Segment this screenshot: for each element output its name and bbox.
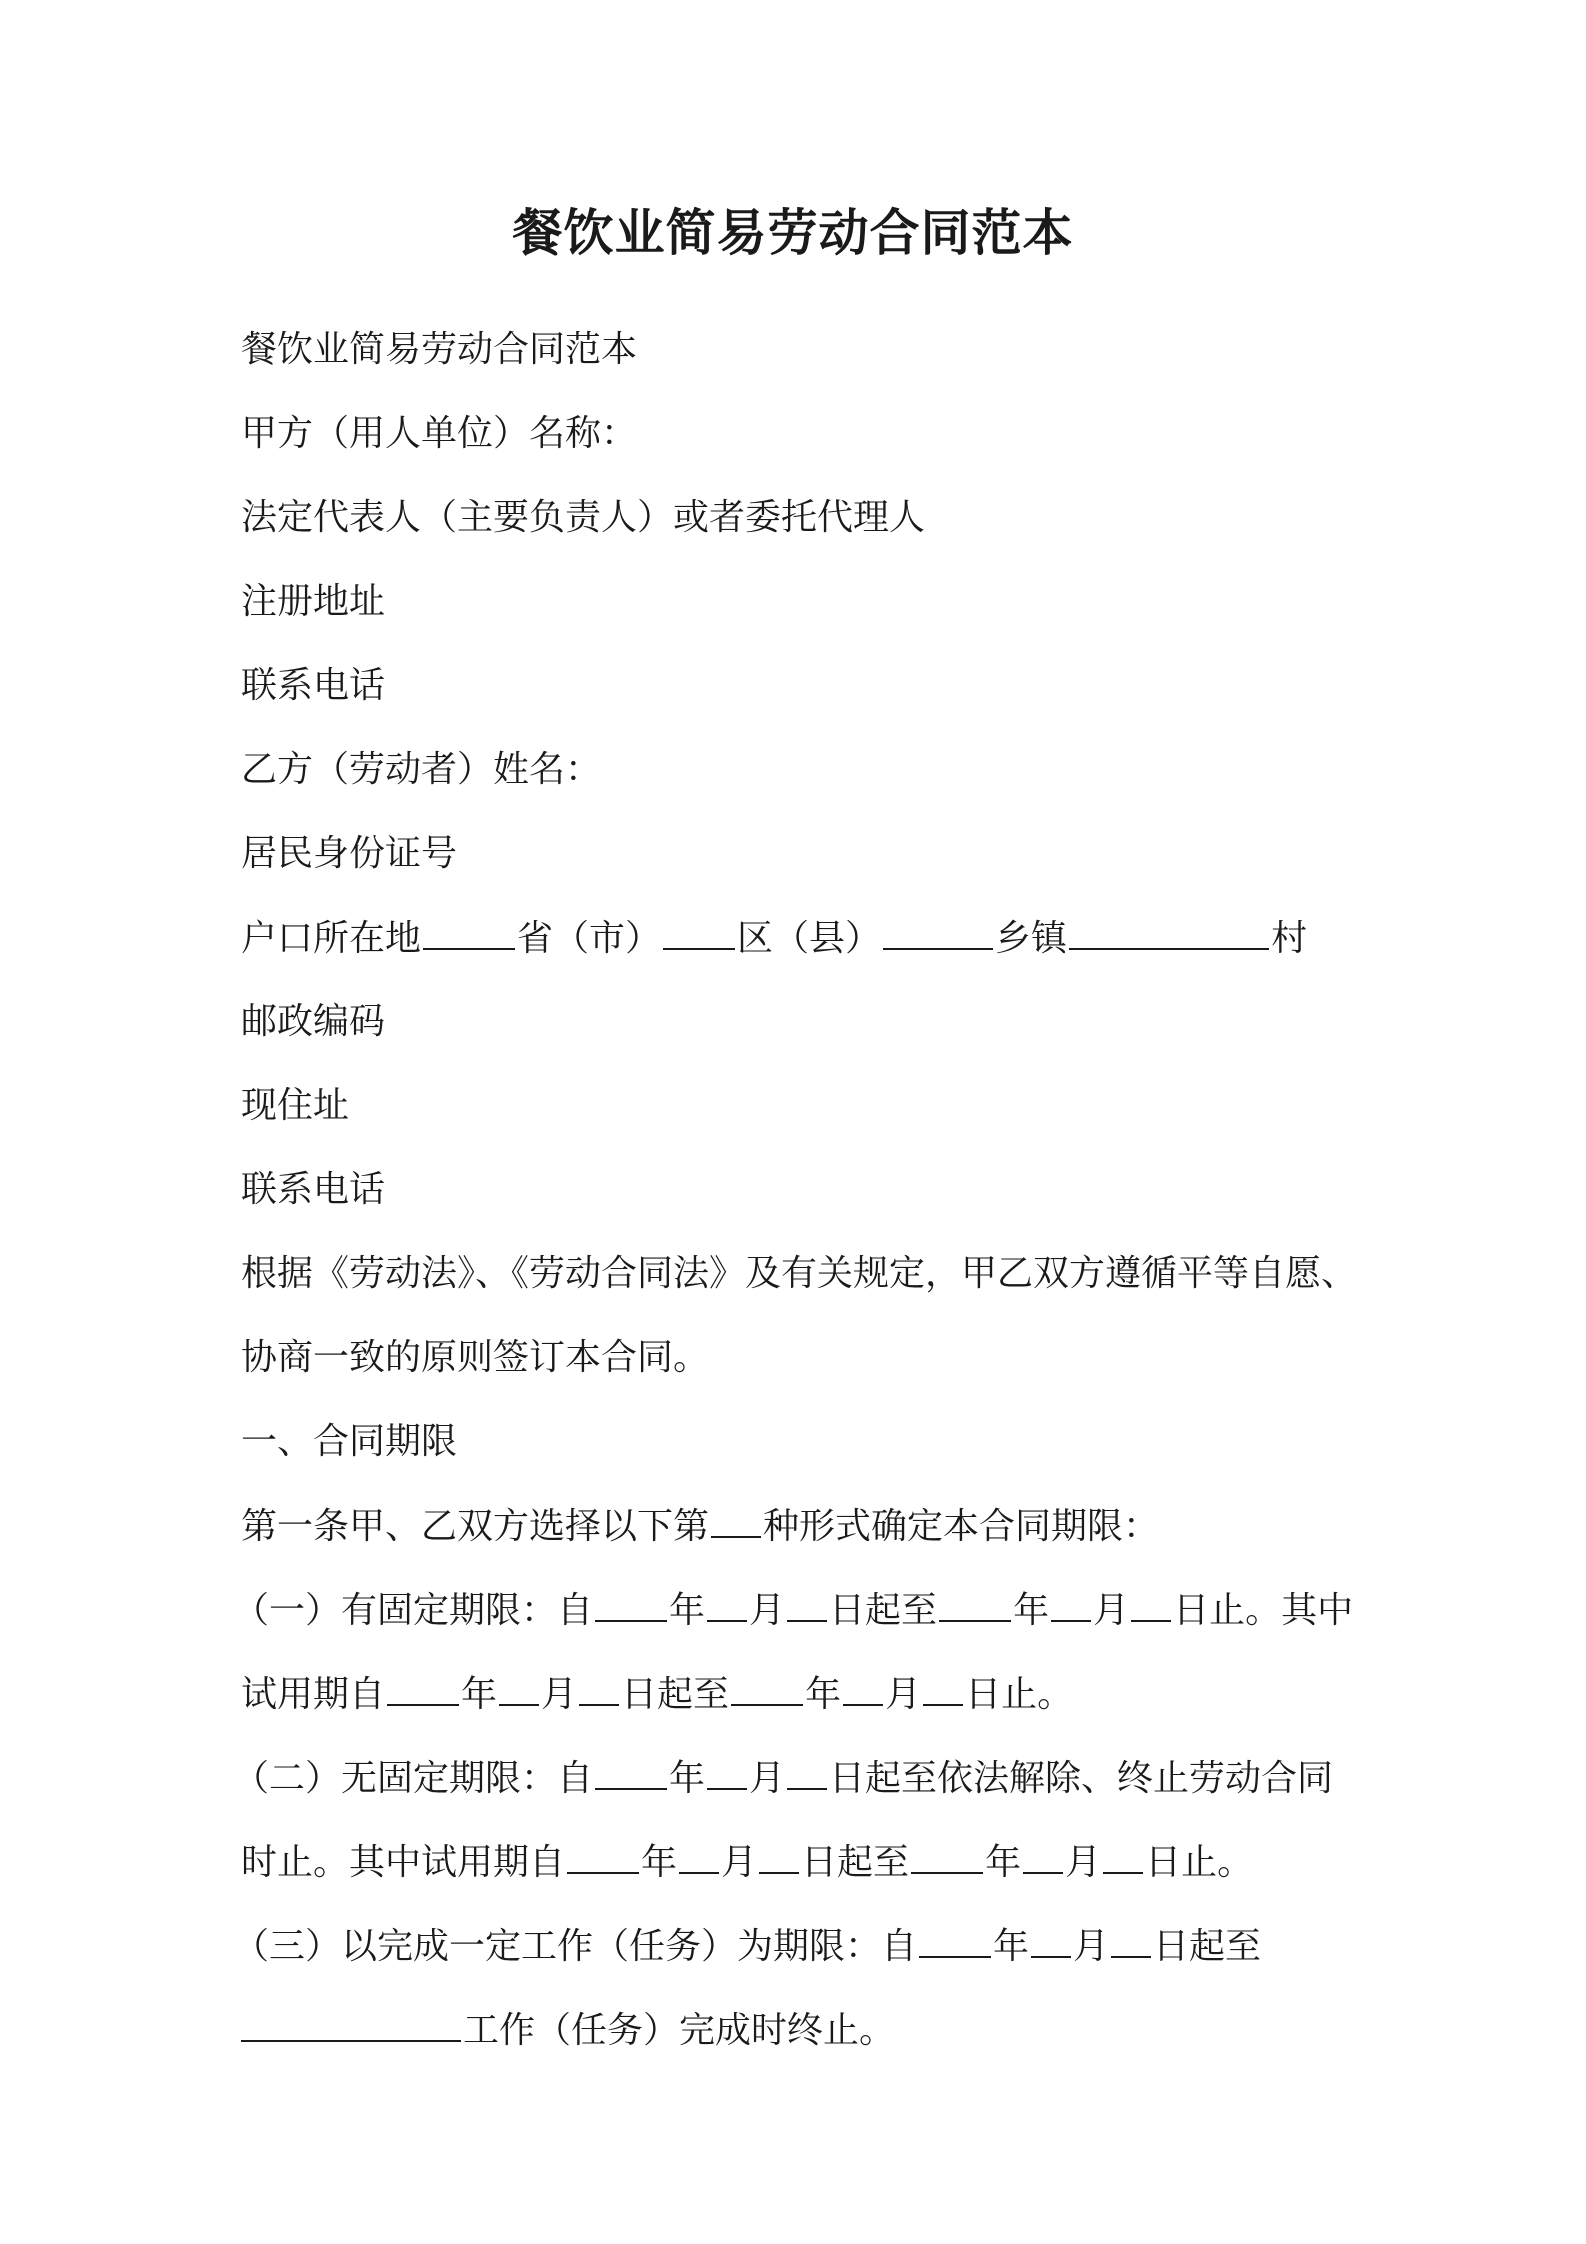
- current-address-label: 现住址: [241, 1085, 350, 1126]
- hukou-blank-3: [883, 914, 993, 950]
- word-month: 月: [885, 1674, 922, 1715]
- blank-year: [595, 1586, 667, 1622]
- blank-year: [911, 1838, 983, 1874]
- word-month: 月: [1093, 1590, 1130, 1631]
- party-b-phone-label: 联系电话: [241, 1169, 386, 1210]
- blank-day: [1111, 1922, 1151, 1958]
- blank-month: [1051, 1586, 1091, 1622]
- task-blank: [241, 2006, 461, 2042]
- blank-month: [679, 1838, 719, 1874]
- blank-day: [787, 1586, 827, 1622]
- blank-month: [499, 1670, 539, 1706]
- blank-year: [595, 1754, 667, 1790]
- word-year: 年: [1013, 1590, 1050, 1631]
- task-term-line-1: [233, 1922, 1403, 1971]
- open-term-trial-prefix: 时止。其中试用期自: [241, 1842, 566, 1883]
- word-year: 年: [669, 1758, 706, 1799]
- task-term-suffix: 工作（任务）完成时终止。: [463, 2010, 896, 2051]
- task-term-line-2: [241, 2006, 1411, 2055]
- preamble-line-2: 协商一致的原则签订本合同。: [241, 1337, 710, 1378]
- word-day-until: 日止: [965, 1674, 1038, 1715]
- registered-address-label: 注册地址: [241, 581, 386, 622]
- blank-day: [1131, 1586, 1171, 1622]
- blank-month: [1031, 1922, 1071, 1958]
- word-month: 月: [1065, 1842, 1102, 1883]
- blank-year: [387, 1670, 459, 1706]
- article-1: [241, 1502, 1411, 1551]
- word-month: 月: [541, 1674, 578, 1715]
- fixed-term-line-2: [241, 1670, 1411, 1719]
- hukou-province: 省（市）: [517, 918, 662, 959]
- section-1-heading: 一、合同期限: [241, 1421, 458, 1462]
- word-day-from: 日起至: [829, 1590, 938, 1631]
- blank-day: [579, 1670, 619, 1706]
- word-year: 年: [461, 1674, 498, 1715]
- party-a-name-label: 甲方（用人单位）名称：: [241, 413, 638, 454]
- word-day-from: 日起至: [621, 1674, 730, 1715]
- blank-month: [707, 1754, 747, 1790]
- postal-code-label: 邮政编码: [241, 1001, 386, 1042]
- hukou-district: 区（县）: [737, 918, 882, 959]
- fixed-term-line-1: [233, 1586, 1403, 1635]
- word-year: 年: [641, 1842, 678, 1883]
- word-year: 年: [669, 1590, 706, 1631]
- word-day-until: 日止: [1173, 1590, 1246, 1631]
- blank-month: [1023, 1838, 1063, 1874]
- blank-day: [787, 1754, 827, 1790]
- legal-rep-label: 法定代表人（主要负责人）或者委托代理人: [241, 497, 926, 538]
- blank-year: [939, 1586, 1011, 1622]
- open-term-line-2: [241, 1838, 1411, 1887]
- blank-year: [567, 1838, 639, 1874]
- word-day-from: 日起至: [1153, 1926, 1262, 1967]
- hukou-blank-4: [1069, 914, 1269, 950]
- open-term-prefix: （二）无固定期限：自: [233, 1758, 594, 1799]
- trial-prefix: 试用期自: [241, 1674, 386, 1715]
- word-period: 。: [1037, 1674, 1074, 1715]
- blank-day: [923, 1670, 963, 1706]
- id-number-label: 居民身份证号: [241, 833, 458, 874]
- open-term-mid: 日起至依法解除、终止劳动合同: [829, 1758, 1334, 1799]
- word-year: 年: [985, 1842, 1022, 1883]
- party-b-name-label: 乙方（劳动者）姓名：: [241, 749, 602, 790]
- word-year: 年: [805, 1674, 842, 1715]
- blank-year: [919, 1922, 991, 1958]
- hukou-blank-1: [423, 914, 515, 950]
- preamble-line-1: 根据《劳动法》、《劳动合同法》及有关规定，甲乙双方遵循平等自愿、: [241, 1253, 1358, 1294]
- document-title: 餐饮业简易劳动合同范本: [512, 203, 1074, 262]
- hukou-label: 户口所在地: [241, 918, 422, 959]
- word-year: 年: [993, 1926, 1030, 1967]
- word-month: 月: [1073, 1926, 1110, 1967]
- word-month: 月: [749, 1758, 786, 1799]
- open-term-line-1: [233, 1754, 1403, 1803]
- word-month: 月: [749, 1590, 786, 1631]
- article-1-prefix: 第一条甲、乙双方选择以下第: [241, 1506, 710, 1547]
- blank-day: [759, 1838, 799, 1874]
- blank-year: [731, 1670, 803, 1706]
- party-a-phone-label: 联系电话: [241, 665, 386, 706]
- hukou-blank-2: [663, 914, 735, 950]
- blank-month: [843, 1670, 883, 1706]
- article-1-blank: [711, 1502, 761, 1538]
- word-day-until: 日止: [1145, 1842, 1218, 1883]
- fixed-term-tail: 。其中: [1245, 1590, 1354, 1631]
- blank-month: [707, 1586, 747, 1622]
- hukou-township: 乡镇: [995, 918, 1068, 959]
- hukou-line: [241, 914, 1411, 963]
- blank-day: [1103, 1838, 1143, 1874]
- word-day-from: 日起至: [801, 1842, 910, 1883]
- fixed-term-prefix: （一）有固定期限：自: [233, 1590, 594, 1631]
- hukou-village: 村: [1271, 918, 1308, 959]
- article-1-suffix: 种形式确定本合同期限：: [763, 1506, 1160, 1547]
- subtitle: 餐饮业简易劳动合同范本: [241, 329, 638, 370]
- task-term-prefix: （三）以完成一定工作（任务）为期限：自: [233, 1926, 918, 1967]
- word-period: 。: [1217, 1842, 1254, 1883]
- word-month: 月: [721, 1842, 758, 1883]
